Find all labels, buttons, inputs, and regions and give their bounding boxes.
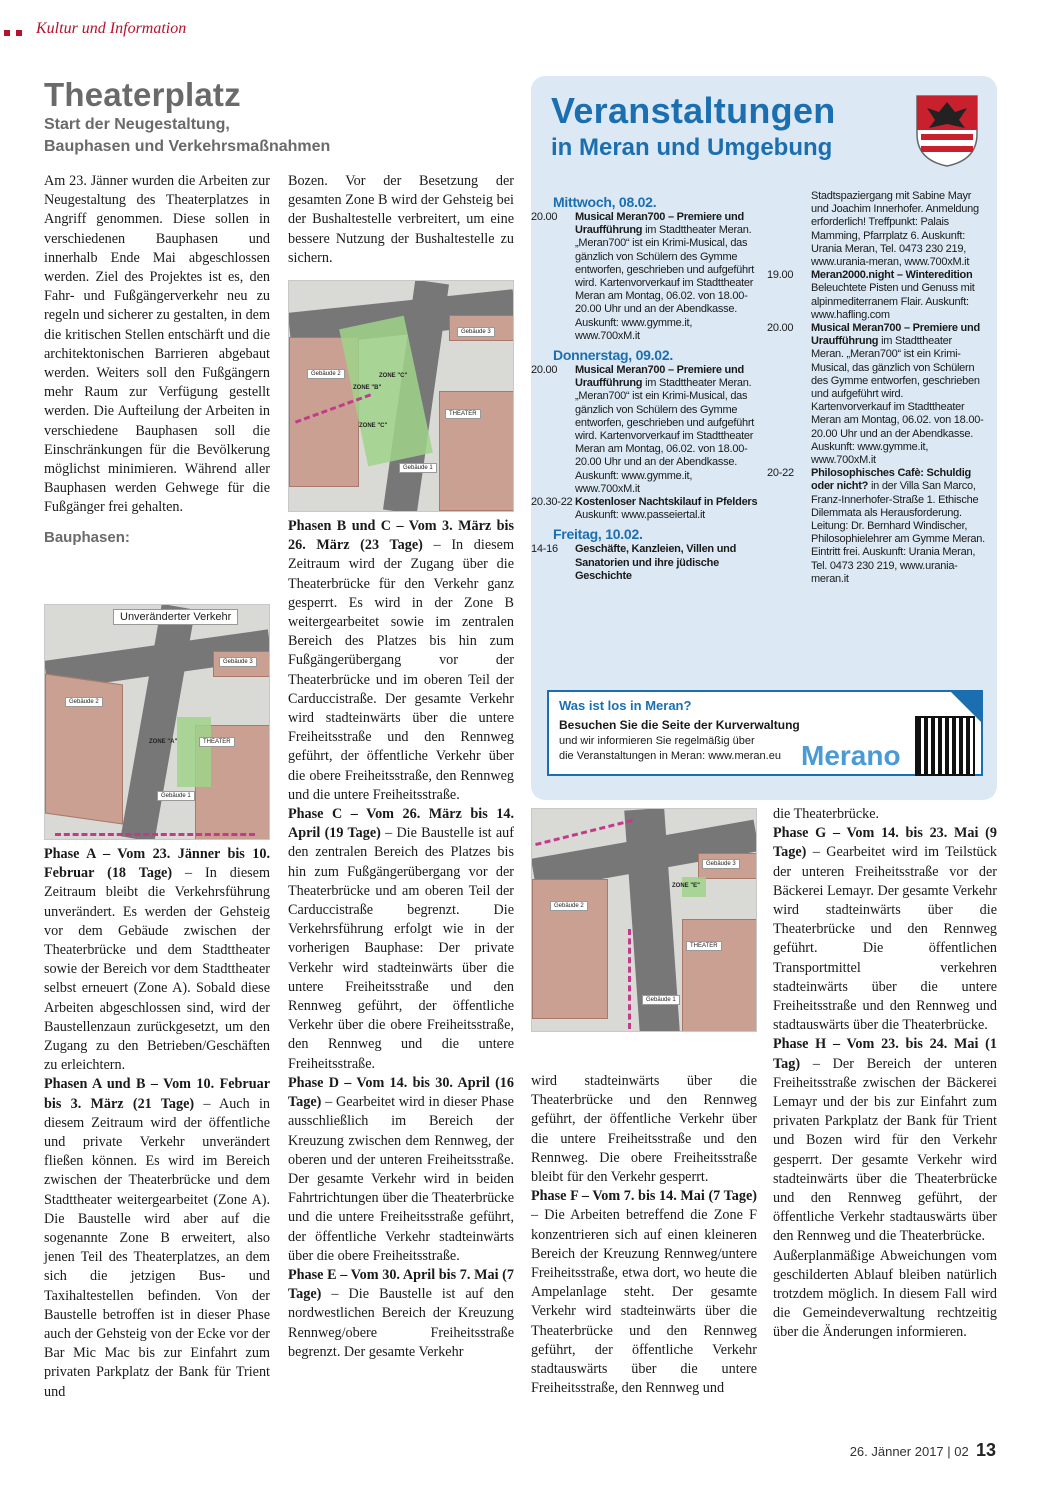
column-2 — [288, 172, 514, 268]
info-panel — [547, 690, 983, 776]
event-title: Musical Meran700 – Premiere und Uraufführung — [575, 364, 744, 390]
qr-code-icon[interactable] — [917, 718, 973, 774]
event-text: im Stadttheater Meran. „Meran700“ ist ein Krimi-Musical, das gänzlich von Schülern des Gymme entworfen, geschrieben und aufgeführt wird. Kartenvorverkauf im Stadttheater Meran am Montag, 06.02. von 18.00-20.00 Uhr und an der Abendkasse. Auskunft: www.gymme.it, www.700xM.it — [575, 224, 755, 342]
map-label: Gebäude 2 — [550, 901, 588, 911]
column-3 — [531, 1072, 757, 1398]
events-column-right — [767, 190, 985, 586]
event-time: 19.00 — [767, 269, 794, 282]
bauphasen-heading: Bauphasen: — [44, 528, 130, 546]
map-zone-label: ZONE "E" — [672, 883, 701, 889]
event-title: Kostenloser Nachtskilauf in Pfelders — [575, 496, 758, 509]
map-label: Gebäude 2 — [65, 697, 103, 707]
phase-ab-heading: Phasen A und B – Vom 10. Februar bis 3. März (21 Tage) — [44, 1076, 270, 1112]
map-label: Gebäude 3 — [457, 327, 495, 337]
article-title: Theaterplatz — [44, 76, 241, 113]
event-text: Stadtspaziergang mit Sabine Mayr und Joachim Innerhofer. Anmeldung erforderlich! Treffpunkt: Palais Mamming, Pfarrplatz 6. Auskunft: Urania Meran, Tel. 0473 230 219, www.urania-meran, www.700xM.it — [811, 190, 979, 269]
events-title: Veranstaltungen — [551, 90, 836, 131]
phase-h-text: – Der Bereich der unteren Freiheitsstraße zwischen der Bäckerei Lemayr und der bis zur Einfahrt zum privaten Parkplatz der Bank für Trient und Bozen wird für den Verkehr gesperrt. Der gesamte Verkehr wird stadteinwärts über die Theaterbrücke und den Rennweg geführt, der öffentliche Verkehr stadtauswärts über den Rennweg und die Theaterbrücke. — [773, 1055, 997, 1245]
phase-ab-text: – Auch in diesem Zeitraum wird der öffentliche und private Verkehr unverändert fließen können. Es wird im Bereich zwischen der Theaterbrücke und dem Stadttheater weitergearbeitet (Zone A). Die Baustelle wird aber auf die sogenannte Zone B erweitert, also jenen Teil des Theaterplatzes, an dem sich die jetzigen Bus- und Taxihaltestellen befinden. Von der Baustelle betroffen ist in dieser Phase auch der Gehsteig von der Ecke vor der Bar Mic Mac bis zur Einfahrt zum privaten Parkplatz der Bank für Trient und — [44, 1095, 270, 1400]
header-mark — [4, 30, 10, 36]
event-text: Auskunft: www.passeiertal.it — [575, 509, 705, 522]
event-text: im Stadttheater Meran. „Meran700“ ist ein Krimi-Musical, das gänzlich von Schülern des Gymme entworfen, geschrieben und aufgeführt wird. Kartenvorverkauf im Stadttheater Meran am Montag, 06.02. von 18.00-20.00 Uhr und an der Abendkasse. Auskunft: www.gymme.it, www.700xM.it — [811, 335, 984, 467]
event-time: 14-16 — [531, 543, 558, 556]
phase-a-text: – In diesem Zeitraum bleibt die Verkehrsführung unverändert. Es werden der Gehsteig vor dem Gebäude zwischen der Theaterbrücke und dem Stadttheater sowie der Bereich vor dem Stadttheater selbst erneuert (Zone A). Sobald diese Arbeiten abgeschlossen sind, wird der Baustellenzaun zurückgesetzt, um den Zugang zu den Betrieben/Geschäften zu erleichtern. — [44, 865, 270, 1074]
phase-a-heading: Phase A – Vom 23. Jänner bis 10. Februar (18 Tage) — [44, 846, 270, 882]
map-label: THEATER — [445, 409, 481, 419]
column-4-top: die Theaterbrücke. — [773, 806, 880, 822]
event-time: 20.30-22 — [531, 496, 573, 509]
phase-g-text: – Gearbeitet wird im Teilstück der unteren Freiheitsstraße vor der Bäckerei Lemayr. Der gesamte Verkehr wird stadteinwärts über die Theaterbrücke und den Rennweg geführt. Die öffentlichen Transportmittel verkehren stadteinwärts über die untere Freiheitsstraße und den Rennweg und stadtauswärts über die Theaterbrücke. — [773, 844, 997, 1034]
footer-issue: 02 — [954, 1444, 969, 1459]
phase-bc-text: – In diesem Zeitraum wird der Zugang über die Theaterbrücke für den Verkehr ganz gesperrt. Es wird in der Zone B weitergearbeitet sowie im zentralen Bereich des Platzes bis hin zum Fußgängerübergang vor der Theaterbrücke und im oberen Teil der Carduccistraße. Der gesamte Verkehr wird stadteinwärts über die untere Freiheitsstraße und den Rennweg geführt, der öffentliche Verkehr über die obere Freiheitsstraße, den Rennweg und die untere Freiheitsstraße. — [288, 537, 514, 803]
event-text: Beleuchtete Pisten und Genuss mit alpinmediterranem Flair. Auskunft: www.hafling.com — [811, 282, 975, 321]
map-phase-bc — [288, 280, 514, 512]
map-zone-label: ZONE "C" — [359, 423, 388, 429]
phase-e-text: – Die Baustelle ist auf den nordwestlichen Bereich der Kreuzung Rennweg/obere Freiheitsstraße begrenzt. Der gesamte Verkehr — [288, 1286, 514, 1360]
page-number: 13 — [975, 1440, 996, 1460]
event-title: Musical Meran700 – Premiere und Uraufführung — [811, 322, 980, 348]
info-line: und wir informieren Sie regelmäßig über — [559, 735, 755, 747]
phase-e-heading: Phase E – Vom 30. April bis 7. Mai (7 Tage) — [288, 1266, 514, 1303]
map-label: THEATER — [199, 737, 235, 747]
header-mark — [16, 30, 22, 36]
phase-d-heading: Phase D – Vom 14. bis 30. April (16 Tage) — [288, 1074, 514, 1111]
column-3-top: wird stadteinwärts über die Theaterbrücke und den Rennweg geführt, der öffentliche Verkehr über die untere Freiheitsstraße und den Rennweg. Die obere Freiheitsstraße bleibt für den Verkehr gesperrt. — [531, 1073, 757, 1186]
event-time: 20.00 — [767, 322, 794, 335]
event-text: in der Villa San Marco, Franz-Innerhofer-Straße 1. Ethische Dilemmata als Herausforderung. Leitung: Dr. Bernhard Windischer, Philosophielehrer am Gymme Meran. Eintritt frei. Auskunft: Urania Meran, Tel. 0473 230 219, www.urania-meran.it — [811, 480, 985, 585]
events-subtitle: in Meran und Umgebung — [551, 134, 833, 161]
event-day: Freitag, 10.02. — [553, 526, 643, 543]
event-day: Mittwoch, 08.02. — [553, 194, 657, 210]
map-label: Gebäude 1 — [642, 995, 680, 1005]
event-title: Philosophisches Cafè: Schuldig oder nicht? — [811, 467, 971, 493]
phase-bc-heading: Phasen B und C – Vom 3. März bis 26. März (23 Tage) — [288, 518, 514, 554]
article-subtitle: Bauphasen und Verkehrsmaßnahmen — [44, 138, 331, 155]
merano-logo: Merano — [801, 740, 901, 771]
coat-of-arms-icon — [915, 94, 979, 168]
info-question: Was ist los in Meran? — [559, 698, 692, 713]
map-label: Gebäude 2 — [307, 369, 345, 379]
event-time: 20-22 — [767, 467, 794, 480]
info-line: Besuchen Sie die Seite der Kurverwaltung — [559, 718, 800, 732]
event-text: im Stadttheater Meran. „Meran700“ ist ein Krimi-Musical, das gänzlich von Schülern des Gymme entworfen, geschrieben und aufgeführt wird. Kartenvorverkauf im Stadttheater Meran am Montag, 06.02. von 18.00-20.00 Uhr und an der Abendkasse. Auskunft: www.gymme.it, www.700xM.it — [575, 377, 755, 495]
phase-c-heading: Phase C – Vom 26. März bis 14. April (19 Tage) — [288, 806, 514, 842]
column-2-continued — [288, 517, 514, 1362]
map-zone-label: ZONE "C" — [379, 373, 408, 379]
event-title: Meran2000.night – Winteredition — [811, 269, 973, 282]
phase-f-text: – Die Arbeiten betreffend die Zone F konzentrieren sich auf einen kleineren Bereich der Kreuzung Rennweg/untere Freiheitsstraße, etwa dort, wo heute die Ampelanlage steht. Der gesamte Verkehr wird stadteinwärts über die Theaterbrücke und den Rennweg geführt, der öffentliche Verkehr stadtauswärts über die untere Freiheitsstraße, den Rennweg und — [531, 1207, 757, 1397]
map-label: Gebäude 1 — [157, 791, 195, 801]
column-2-top: Bozen. Vor der Besetzung der gesamten Zone B wird der Gehsteig bei der Bushaltestelle verbreitert, um eine bessere Nutzung der Bushaltestelle zu sichern. — [288, 173, 514, 266]
map-label: Gebäude 1 — [399, 463, 437, 473]
map-label: Gebäude 3 — [702, 859, 740, 869]
page-footer: 26. Jänner 2017 | 02 13 — [849, 1440, 996, 1460]
map-phase-a — [44, 604, 270, 840]
event-day: Donnerstag, 09.02. — [553, 347, 673, 364]
section-label: Kultur und Information — [36, 20, 187, 37]
events-column-left — [531, 190, 759, 583]
map-label: Gebäude 3 — [219, 657, 257, 667]
event-time: 20.00 — [531, 211, 558, 223]
article-subtitle: Start der Neugestaltung, — [44, 116, 230, 133]
phase-d-text: – Gearbeitet wird in dieser Phase ausschließlich im Bereich der Kreuzung zwischen dem Rennweg, der oberen und der unteren Freiheitsstraße. Der gesamte Verkehr wird in beiden Fahrtrichtungen über die Theaterbrücke und die untere Freiheitsstraße geführt, der öffentliche Verkehr stadteinwärts über die obere Freiheitsstraße. — [288, 1094, 514, 1264]
phase-h-heading: Phase H – Vom 23. bis 24. Mai (1 Tag) — [773, 1036, 997, 1072]
event-title: Musical Meran700 – Premiere und Uraufführung — [575, 211, 744, 237]
map-zone-label: ZONE "B" — [353, 385, 382, 391]
column-1-continued — [44, 845, 270, 1402]
phase-c-text: – Die Baustelle ist auf den zentralen Bereich des Platzes bis hin zum Fußgängerübergang vor der Theaterbrücke und am oberen Teil der Carduccistraße begrenzt. Die Verkehrsführung erfolgt wie in der vorherigen Bauphase: Der private Verkehr wird stadteinwärts über die untere Freiheitsstraße und den Rennweg geführt, der öffentliche Verkehr über die obere Freiheitsstraße, den Rennweg und die untere Freiheitsstraße. — [288, 825, 514, 1072]
map-banner: Unveränderter Verkehr — [113, 609, 238, 625]
info-link[interactable]: die Veranstaltungen in Meran: www.meran.eu — [559, 750, 781, 762]
event-time: 20.00 — [531, 364, 558, 377]
column-1 — [44, 172, 270, 555]
phase-g-heading: Phase G – Vom 14. bis 23. Mai (9 Tage) — [773, 825, 997, 861]
map-label: THEATER — [686, 941, 722, 951]
column-4 — [773, 805, 997, 1343]
map-zone-label: ZONE "A" — [149, 739, 178, 745]
map-phase-e — [531, 808, 757, 1032]
corner-tab-icon — [949, 690, 983, 724]
intro-paragraph: Am 23. Jänner wurden die Arbeiten zur Neugestaltung des Theaterplatzes in Angriff genommen. Diese sollen in verschiedenen Bauphasen und innerhalb Ende Mai abgeschlossen werden. Ziel des Projektes ist es, den Fahr- und Fußgängerverkehr neu zu regeln und sicherer zu gestalten, in dem die kritischen Stellen entschärft und die architektonischen Barrieren abgebaut werden. Weiters soll den Fußgängern mehr Raum zur Verfügung gestellt werden. Die Aufteilung der Arbeiten in verschiedene Bauphasen soll die Einschränkungen für die Bevölkerung möglichst minimieren. Während aller Bauphasen werden Gehwege für die Fußgänger frei gehalten. — [44, 173, 270, 516]
footer-date: 26. Jänner 2017 — [849, 1444, 944, 1459]
closing-paragraph: Außerplanmäßige Abweichungen vom geschilderten Ablauf bleiben natürlich trotzdem möglich. In diesem Fall wird die Gemeindeverwaltung rechtzeitig über die Änderungen informieren. — [773, 1247, 997, 1341]
event-title: Geschäfte, Kanzleien, Villen und Sanatorien und ihre jüdische Geschichte — [575, 543, 737, 582]
phase-f-heading: Phase F – Vom 7. bis 14. Mai (7 Tage) — [531, 1188, 757, 1205]
